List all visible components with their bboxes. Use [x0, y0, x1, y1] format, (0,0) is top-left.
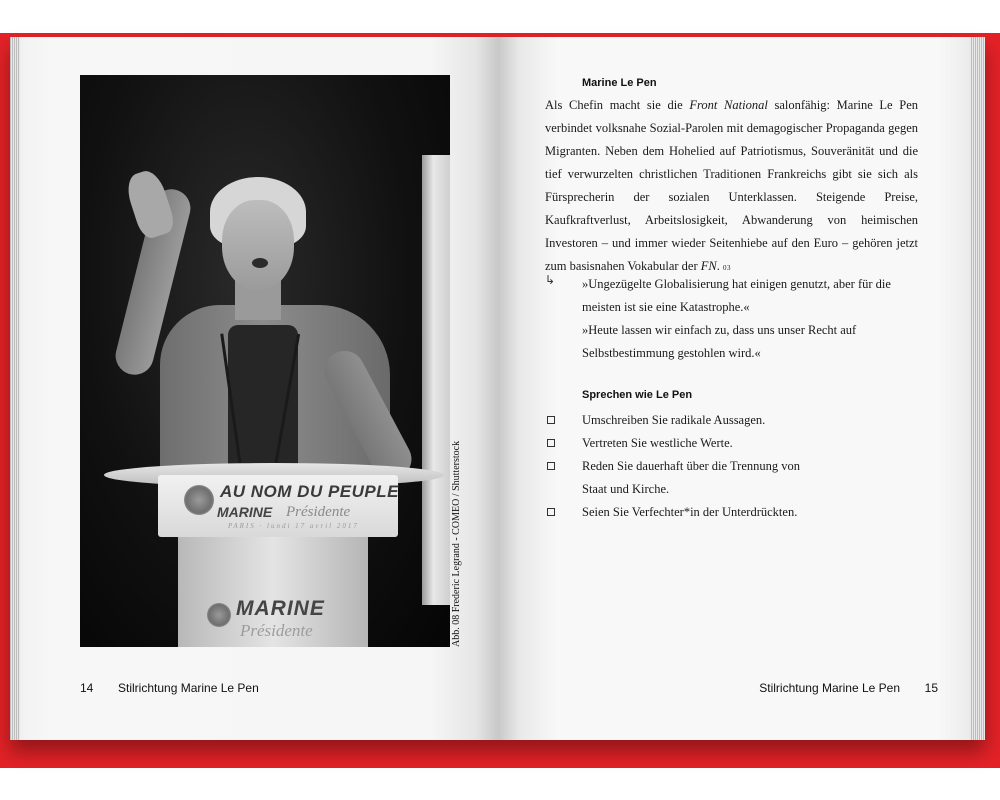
- page-edges-right: [971, 37, 985, 740]
- body-paragraph: [545, 94, 918, 280]
- checklist-item-label: Vertreten Sie westliche Werte.: [582, 436, 733, 450]
- paragraph-part-2: salonfähig: Marine Le Pen verbindet volksnahe Sozial-Parolen mit demagogischer Propaganda gegen Migranten. Neben dem Hohelied auf Patriotismus, Souveränität und die tief verwurzelten christlichen Traditionen Frankreichs gibt sie sich als Fürsprecherin der sozialen Unterklassen. Steigende Preise, Kaufkraftverlust, Arbeitslosigkeit, Abwanderung von heimischen Investoren – und immer wieder Seitenhiebe auf den Euro – gehören jetzt zum basisnahen Vokabular der: [545, 98, 918, 273]
- page-number-left: 14: [80, 681, 94, 695]
- checkbox-icon: [547, 416, 555, 424]
- checklist-heading: Sprechen wie Le Pen: [582, 389, 693, 401]
- rose-logo-icon: [184, 485, 214, 515]
- sign-line-2a: MARINE: [217, 504, 273, 520]
- quote-1: »Ungezügelte Globalisierung hat einigen genutzt, aber für die meisten ist sie eine Katastrophe.«: [582, 277, 891, 314]
- sign-line-3: PARIS · lundi 17 avril 2017: [228, 522, 359, 530]
- paragraph-part-1: Als Chefin macht sie die: [545, 98, 690, 112]
- checkbox-icon: [547, 508, 555, 516]
- quote-2: »Heute lassen wir einfach zu, dass uns unser Recht auf Selbstbestimmung gestohlen wird.«: [582, 323, 857, 360]
- right-page: [498, 37, 985, 740]
- right-footer: [698, 681, 938, 695]
- paragraph-italic-front-national: Front National: [689, 98, 768, 112]
- left-page: [10, 37, 498, 740]
- paragraph-italic-fn: FN: [700, 259, 717, 273]
- checklist-item-label: Reden Sie dauerhaft über die Trennung von Staat und Kirche.: [582, 459, 801, 496]
- photo-credit: Abb. 08 Frederic Legrand - COMEO / Shutterstock: [451, 440, 462, 647]
- checkbox-icon: [547, 439, 555, 447]
- return-arrow-icon: ↳: [545, 273, 556, 287]
- raised-hand: [123, 167, 178, 241]
- photo-marine-le-pen: [80, 75, 450, 647]
- open-book: [10, 37, 985, 740]
- mouth: [252, 258, 268, 268]
- lectern-lower-line-2: Présidente: [240, 621, 313, 640]
- sign-line-2b: Présidente: [286, 504, 351, 520]
- checklist-item-label: Umschreiben Sie radikale Aussagen.: [582, 413, 766, 427]
- lectern-lower-line-1: MARINE: [236, 597, 325, 620]
- sign-line-1: AU NOM DU PEUPLE: [220, 482, 399, 501]
- rose-logo-lower-icon: [207, 603, 231, 627]
- left-footer: [80, 681, 380, 695]
- checkbox-icon: [547, 462, 555, 470]
- running-title-left: Stilrichtung Marine Le Pen: [118, 681, 259, 695]
- section-heading: Marine Le Pen: [582, 77, 657, 89]
- footnote-marker: 03: [722, 264, 731, 272]
- face: [222, 200, 294, 290]
- page-number-right: 15: [924, 681, 938, 695]
- running-title-right: Stilrichtung Marine Le Pen: [759, 681, 900, 695]
- paragraph-part-3: .: [716, 259, 720, 273]
- flag: [422, 155, 450, 605]
- checklist-item-label: Seien Sie Verfechter*in der Unterdrückten.: [582, 505, 798, 519]
- page-edges-left: [10, 37, 20, 740]
